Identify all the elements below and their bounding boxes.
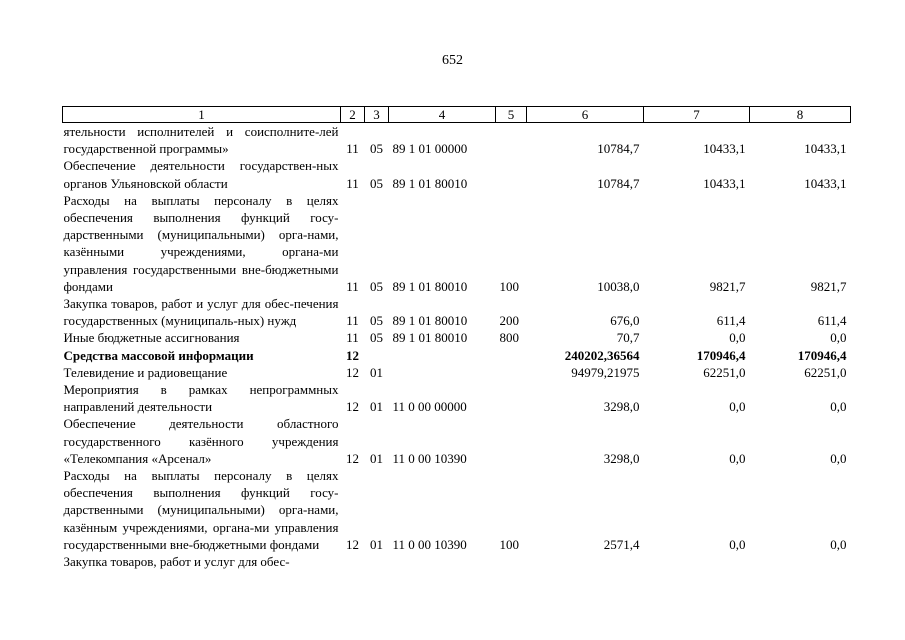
row-section: 12: [346, 399, 359, 415]
row-expense-type: [496, 364, 527, 381]
row-section: [341, 553, 365, 570]
row-value-col7: 611,4: [716, 313, 746, 329]
row-name: ятельности исполнителей и соисполните-лей государственной программы»: [63, 124, 339, 157]
row-value-col7: 170946,4: [696, 347, 746, 363]
row-value-col8: 10433,1: [804, 141, 847, 157]
row-value-col6: 676,0: [610, 313, 640, 329]
row-value-col7: 10433,1: [703, 175, 746, 191]
header-col-7: 7: [644, 107, 750, 123]
row-subsection: 05: [370, 175, 383, 191]
header-col-5: 5: [496, 107, 527, 123]
row-value-col6: 3298,0: [603, 399, 640, 415]
header-col-4: 4: [389, 107, 496, 123]
row-name: Телевидение и радиовещание: [63, 364, 228, 380]
table-row: [63, 467, 851, 553]
row-value-col8: 0,0: [830, 450, 847, 466]
page-number: 652: [442, 53, 463, 68]
row-value-col8: 9821,7: [810, 278, 847, 294]
row-target-article: 89 1 01 80010: [392, 175, 468, 191]
row-target-article: [389, 364, 496, 381]
row-value-col7: 0,0: [729, 536, 746, 552]
row-expense-type: 100: [499, 536, 519, 552]
row-subsection: 05: [370, 278, 383, 294]
row-target-article: [389, 347, 496, 364]
row-subsection: [365, 553, 389, 570]
row-subsection: 05: [370, 141, 383, 157]
row-value-col8: 0,0: [830, 330, 847, 346]
row-target-article: 89 1 01 80010: [392, 278, 468, 294]
row-expense-type: [496, 157, 527, 191]
row-value-col7: [644, 553, 750, 570]
row-section: 12: [346, 347, 359, 363]
row-value-col8: 62251,0: [804, 364, 847, 380]
table-row: [63, 415, 851, 467]
row-value-col6: 10038,0: [597, 278, 640, 294]
table-row: [63, 123, 851, 158]
row-name: Мероприятия в рамках непрограммных направлений деятельности: [63, 382, 339, 415]
row-value-col8: 0,0: [830, 536, 847, 552]
row-subsection: 01: [370, 536, 383, 552]
table-row: [63, 192, 851, 295]
row-target-article: 89 1 01 00000: [392, 141, 468, 157]
table-row: [63, 553, 851, 570]
row-name: Расходы на выплаты персоналу в целях обеспечения выполнения функций госу-дарственными (муниципальными) орга-нами, казёнными учреждениями, органа-ми управления государственными вне-бюджетными фондами: [63, 192, 339, 294]
row-name: Обеспечение деятельности областного государственного казённого учреждения «Телекомпания «Арсенал»: [63, 416, 339, 466]
table-row: [63, 157, 851, 191]
row-subsection: [365, 347, 389, 364]
row-subsection: 01: [370, 450, 383, 466]
row-subsection: 01: [370, 364, 383, 380]
row-expense-type: 100: [499, 278, 519, 294]
header-row: [63, 107, 851, 123]
row-subsection: 01: [370, 399, 383, 415]
row-section: 11: [346, 175, 359, 191]
header-col-2: 2: [341, 107, 365, 123]
row-section: 12: [346, 536, 359, 552]
row-target-article: 11 0 00 10390: [392, 450, 467, 466]
row-section: 11: [346, 278, 359, 294]
row-value-col7: 0,0: [729, 450, 746, 466]
row-value-col6: 3298,0: [603, 450, 640, 466]
row-section: 11: [346, 330, 359, 346]
row-value-col6: [527, 553, 644, 570]
row-name: Закупка товаров, работ и услуг для обес-: [63, 554, 290, 570]
table-row: [63, 295, 851, 329]
row-subsection: 05: [370, 330, 383, 346]
row-value-col8: 0,0: [830, 399, 847, 415]
row-value-col8: 170946,4: [797, 347, 847, 363]
row-value-col7: 9821,7: [709, 278, 746, 294]
row-value-col7: 0,0: [729, 330, 746, 346]
row-value-col7: 0,0: [729, 399, 746, 415]
header-col-8: 8: [750, 107, 851, 123]
row-value-col6: 94979,21975: [571, 364, 640, 380]
table-row: [63, 329, 851, 346]
row-value-col8: 10433,1: [804, 175, 847, 191]
row-value-col6: 70,7: [616, 330, 640, 346]
row-subsection: 05: [370, 313, 383, 329]
table-row: [63, 381, 851, 415]
row-name: Обеспечение деятельности государствен-ных органов Ульяновской области: [63, 158, 339, 191]
table-body: [63, 123, 851, 571]
row-expense-type: [496, 553, 527, 570]
row-name: Средства массовой информации: [63, 347, 254, 363]
row-expense-type: [496, 381, 527, 415]
header-col-1: 1: [63, 107, 341, 123]
row-name: Закупка товаров, работ и услуг для обес-печения государственных (муниципаль-ных) нужд: [63, 296, 339, 329]
row-target-article: 89 1 01 80010: [392, 313, 468, 329]
row-expense-type: [496, 347, 527, 364]
row-section: 11: [346, 313, 359, 329]
row-value-col7: 10433,1: [703, 141, 746, 157]
row-expense-type: [496, 123, 527, 158]
header-col-6: 6: [527, 107, 644, 123]
row-value-col6: 10784,7: [597, 175, 640, 191]
row-name: Расходы на выплаты персоналу в целях обеспечения выполнения функций госу-дарственными (муниципальными) орга-нами, казённым учреждениями, органа-ми управления государственными вне-бюджетными фондами: [63, 468, 339, 552]
row-section: 11: [346, 141, 359, 157]
row-target-article: [389, 553, 496, 570]
row-value-col6: 10784,7: [597, 141, 640, 157]
row-value-col6: 2571,4: [603, 536, 640, 552]
row-expense-type: 200: [499, 313, 519, 329]
row-target-article: 11 0 00 10390: [392, 536, 467, 552]
row-target-article: 89 1 01 80010: [392, 330, 468, 346]
row-value-col6: 240202,36564: [564, 347, 640, 363]
row-value-col7: 62251,0: [703, 364, 746, 380]
row-expense-type: [496, 415, 527, 467]
table-row: [63, 364, 851, 381]
budget-table: [62, 106, 851, 570]
row-value-col8: [750, 553, 851, 570]
row-value-col8: 611,4: [817, 313, 847, 329]
table-row: [63, 347, 851, 364]
row-expense-type: 800: [499, 330, 519, 346]
row-section: 12: [346, 450, 359, 466]
row-name: Иные бюджетные ассигнования: [63, 330, 240, 346]
header-col-3: 3: [365, 107, 389, 123]
row-section: 12: [346, 364, 359, 380]
row-target-article: 11 0 00 00000: [392, 399, 467, 415]
